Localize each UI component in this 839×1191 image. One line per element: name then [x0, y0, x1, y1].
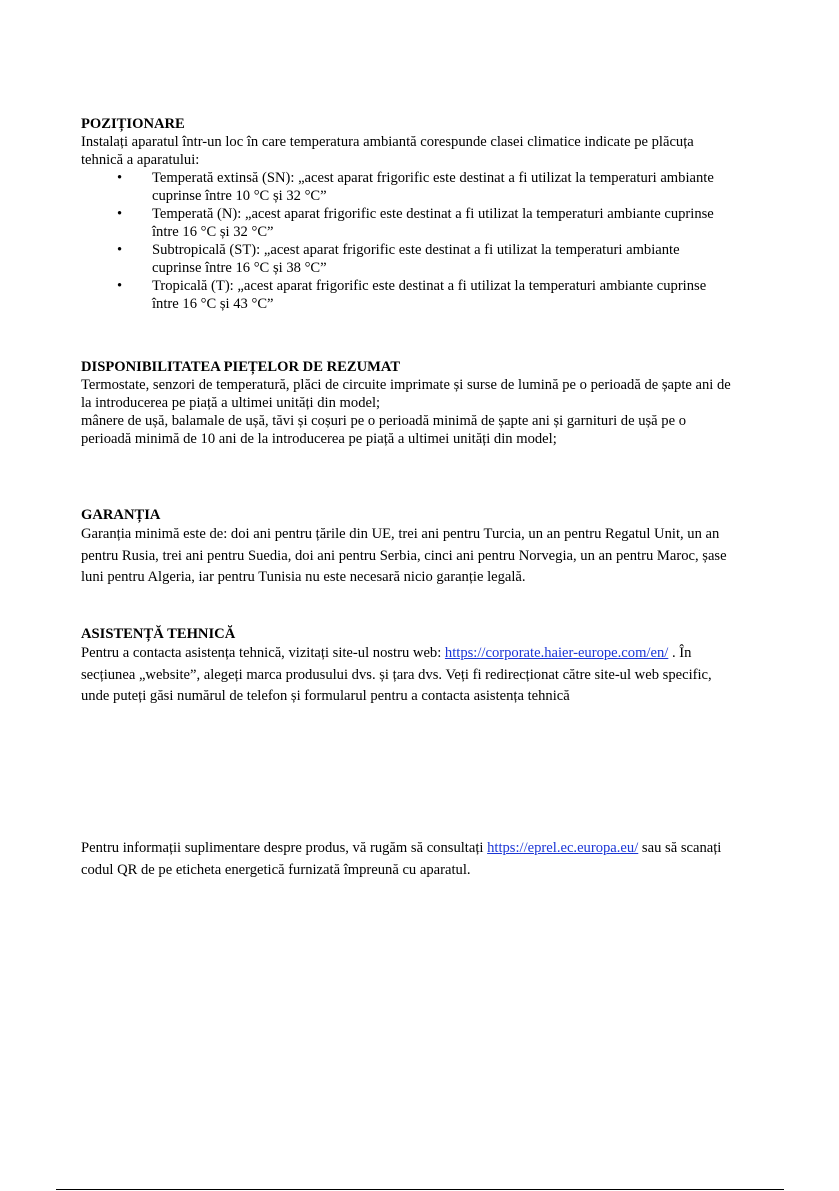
positionare-intro: Instalați aparatul într-un loc în care temperatura ambiantă corespunde clasei climatice indicate pe plăcuța tehnică a aparatului: — [81, 134, 694, 168]
footer-divider — [56, 1189, 784, 1190]
section-asistenta — [81, 625, 731, 708]
list-item-text: Temperată (N): „acest aparat frigorific este destinat a fi utilizat la temperaturi ambiante cuprinse între 16 °C și 32 °C” — [152, 206, 714, 240]
asistenta-text-before: Pentru a contacta asistența tehnică, vizitați site-ul nostru web: — [81, 645, 445, 661]
bullet-icon: • — [117, 242, 123, 258]
section-garantia — [81, 506, 731, 589]
positionare-heading: POZIȚIONARE — [81, 116, 185, 132]
section-disponibilitate — [81, 358, 731, 448]
disponibilitate-heading: DISPONIBILITATEA PIEȚELOR DE REZUMAT — [81, 359, 401, 375]
info-text — [81, 838, 731, 881]
list-item — [81, 277, 731, 313]
list-item — [81, 241, 731, 277]
list-item-text: Tropicală (T): „acest aparat frigorific este destinat a fi utilizat la temperaturi ambiante cuprinse între 16 °C și 43 °C” — [152, 278, 707, 312]
bullet-icon: • — [117, 206, 123, 222]
garantia-text: Garanția minimă este de: doi ani pentru țările din UE, trei ani pentru Turcia, un an pentru Regatul Unit, un an pentru Rusia, trei ani pentru Suedia, doi ani pentru Serbia, cinci ani pentru Norvegia, un an pentru Maroc, șase luni pentru Algeria, iar pentru Tunisia nu este necesară nicio garanție legală. — [81, 526, 727, 585]
disponibilitate-paragraph-2: mânere de ușă, balamale de ușă, tăvi și coșuri pe o perioadă minimă de șapte ani și garnituri de ușă pe o perioadă minimă de 10 ani de la introducerea pe piață a ultimei unități din model; — [81, 413, 687, 447]
disponibilitate-paragraph-1: Termostate, senzori de temperatură, plăci de circuite imprimate și surse de lumină pe o perioadă de șapte ani de la introducerea pe piață a ultimei unități din model; — [81, 377, 731, 411]
info-text-after: sau să scanați codul QR de pe eticheta energetică furnizată împreună cu aparatul. — [81, 840, 722, 878]
eprel-link[interactable]: https://eprel.ec.europa.eu/ — [487, 840, 639, 856]
garantia-heading: GARANȚIA — [81, 507, 161, 523]
list-item — [81, 205, 731, 241]
info-text-before: Pentru informații suplimentare despre produs, vă rugăm să consultați — [81, 840, 488, 856]
bullet-icon: • — [117, 170, 123, 186]
asistenta-text-after: . În secțiunea „website”, alegeți marca produsului dvs. și țara dvs. Veți fi redirecționat către site-ul web specific, unde puteți găsi numărul de telefon și formularul pentru a contacta asistența tehnică — [81, 645, 712, 704]
list-item — [81, 169, 731, 205]
section-info — [81, 838, 731, 881]
climate-class-list — [81, 169, 731, 313]
asistenta-heading: ASISTENȚĂ TEHNICĂ — [81, 626, 236, 642]
list-item-text: Subtropicală (ST): „acest aparat frigorific este destinat a fi utilizat la temperaturi ambiante cuprinse între 16 °C și 38 °C” — [152, 242, 680, 276]
asistenta-text — [81, 643, 731, 708]
list-item-text: Temperată extinsă (SN): „acest aparat frigorific este destinat a fi utilizat la temperaturi ambiante cuprinse între 10 °C și 32 °C” — [152, 170, 714, 204]
section-positionare — [81, 115, 731, 313]
bullet-icon: • — [117, 278, 123, 294]
haier-support-link[interactable]: https://corporate.haier-europe.com/en/ — [444, 645, 669, 661]
